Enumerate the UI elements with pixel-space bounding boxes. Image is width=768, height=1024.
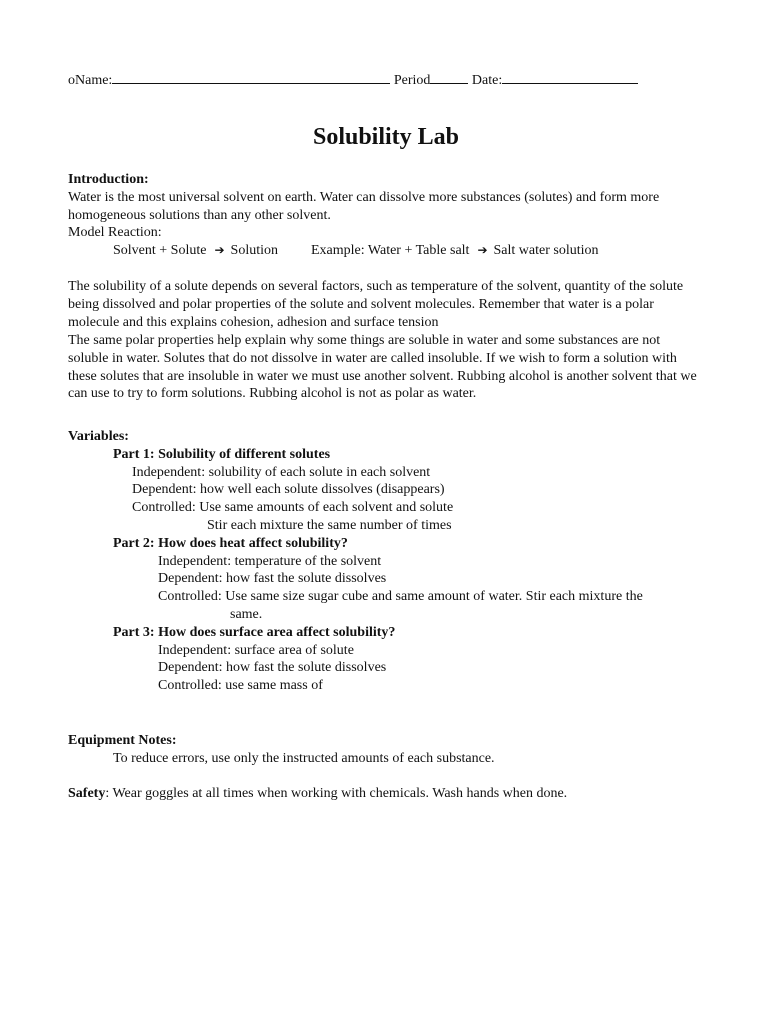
part2-controlled: Controlled: Use same size sugar cube and same amount of water. Stir each mixture the [158, 589, 643, 605]
part1-controlled: Controlled: Use same amounts of each solvent and solute [132, 500, 454, 516]
introduction-section [68, 171, 704, 260]
introduction-heading: Introduction: [68, 172, 149, 187]
reaction-product: Solution [230, 243, 278, 259]
arrow-icon: ➔ [214, 243, 225, 258]
period-label: Period [393, 73, 431, 88]
part2-controlled-2: same. [230, 606, 263, 622]
arrow-icon: ➔ [477, 243, 488, 258]
safety-text: : Wear goggles at all times when working with chemicals. Wash hands when done. [105, 786, 568, 801]
safety-section [68, 785, 704, 803]
part3-dependent: Dependent: how fast the solute dissolves [158, 660, 387, 676]
part2-title: Part 2: How does heat affect solubility? [113, 535, 348, 551]
part3-independent: Independent: surface area of solute [158, 642, 354, 658]
part1-dependent: Dependent: how well each solute dissolves (disappears) [132, 482, 445, 498]
name-blank[interactable] [112, 70, 390, 84]
part1-controlled-2: Stir each mixture the same number of times [207, 517, 452, 533]
equipment-text: To reduce errors, use only the instructed amounts of each substance. [113, 750, 495, 766]
part3-title: Part 3: How does surface area affect solubility? [113, 624, 396, 640]
date-blank[interactable] [502, 70, 638, 84]
name-label: oName: [68, 73, 113, 88]
introduction-text: Water is the most universal solvent on earth. Water can dissolve more substances (solutes) and form more homogeneous solutions than any other solvent. [68, 189, 660, 223]
safety-label: Safety [68, 786, 106, 801]
example-reactants: Example: Water + Table salt [311, 243, 470, 259]
polar-properties-paragraph: The same polar properties help explain why some things are soluble in water and some substances are not soluble in water. Solutes that do not dissolve in water are called insoluble. If we wish to form a solution with these solutes that are insoluble in water we must use another solvent. Rubbing alcohol is another solvent that we can use to try to form solutions. Rubbing alcohol is not as polar as water. [68, 333, 697, 402]
date-label: Date: [471, 73, 503, 88]
header-line [68, 70, 638, 90]
reaction-reactants: Solvent + Solute [113, 243, 207, 259]
equipment-heading: Equipment Notes: [68, 733, 177, 748]
equipment-section [68, 732, 704, 768]
model-reaction [68, 242, 704, 260]
part1-title: Part 1: Solubility of different solutes [113, 446, 331, 462]
period-blank[interactable] [430, 70, 468, 84]
part1-independent: Independent: solubility of each solute in each solvent [132, 464, 431, 480]
variables-heading: Variables: [68, 429, 129, 444]
example-product: Salt water solution [493, 243, 599, 259]
part2-dependent: Dependent: how fast the solute dissolves [158, 571, 387, 587]
model-reaction-label: Model Reaction: [68, 225, 162, 241]
page-title: Solubility Lab [312, 124, 460, 150]
part3-controlled: Controlled: use same mass of [158, 678, 323, 694]
part2-independent: Independent: temperature of the solvent [158, 553, 382, 569]
solubility-factors-paragraph: The solubility of a solute depends on several factors, such as temperature of the solvent, quantity of the solute being dissolved and polar properties of the solute and solvent molecules. Remember that water is a polar molecule and this explains cohesion, adhesion and surface tension [68, 279, 684, 330]
variables-section [68, 428, 704, 695]
